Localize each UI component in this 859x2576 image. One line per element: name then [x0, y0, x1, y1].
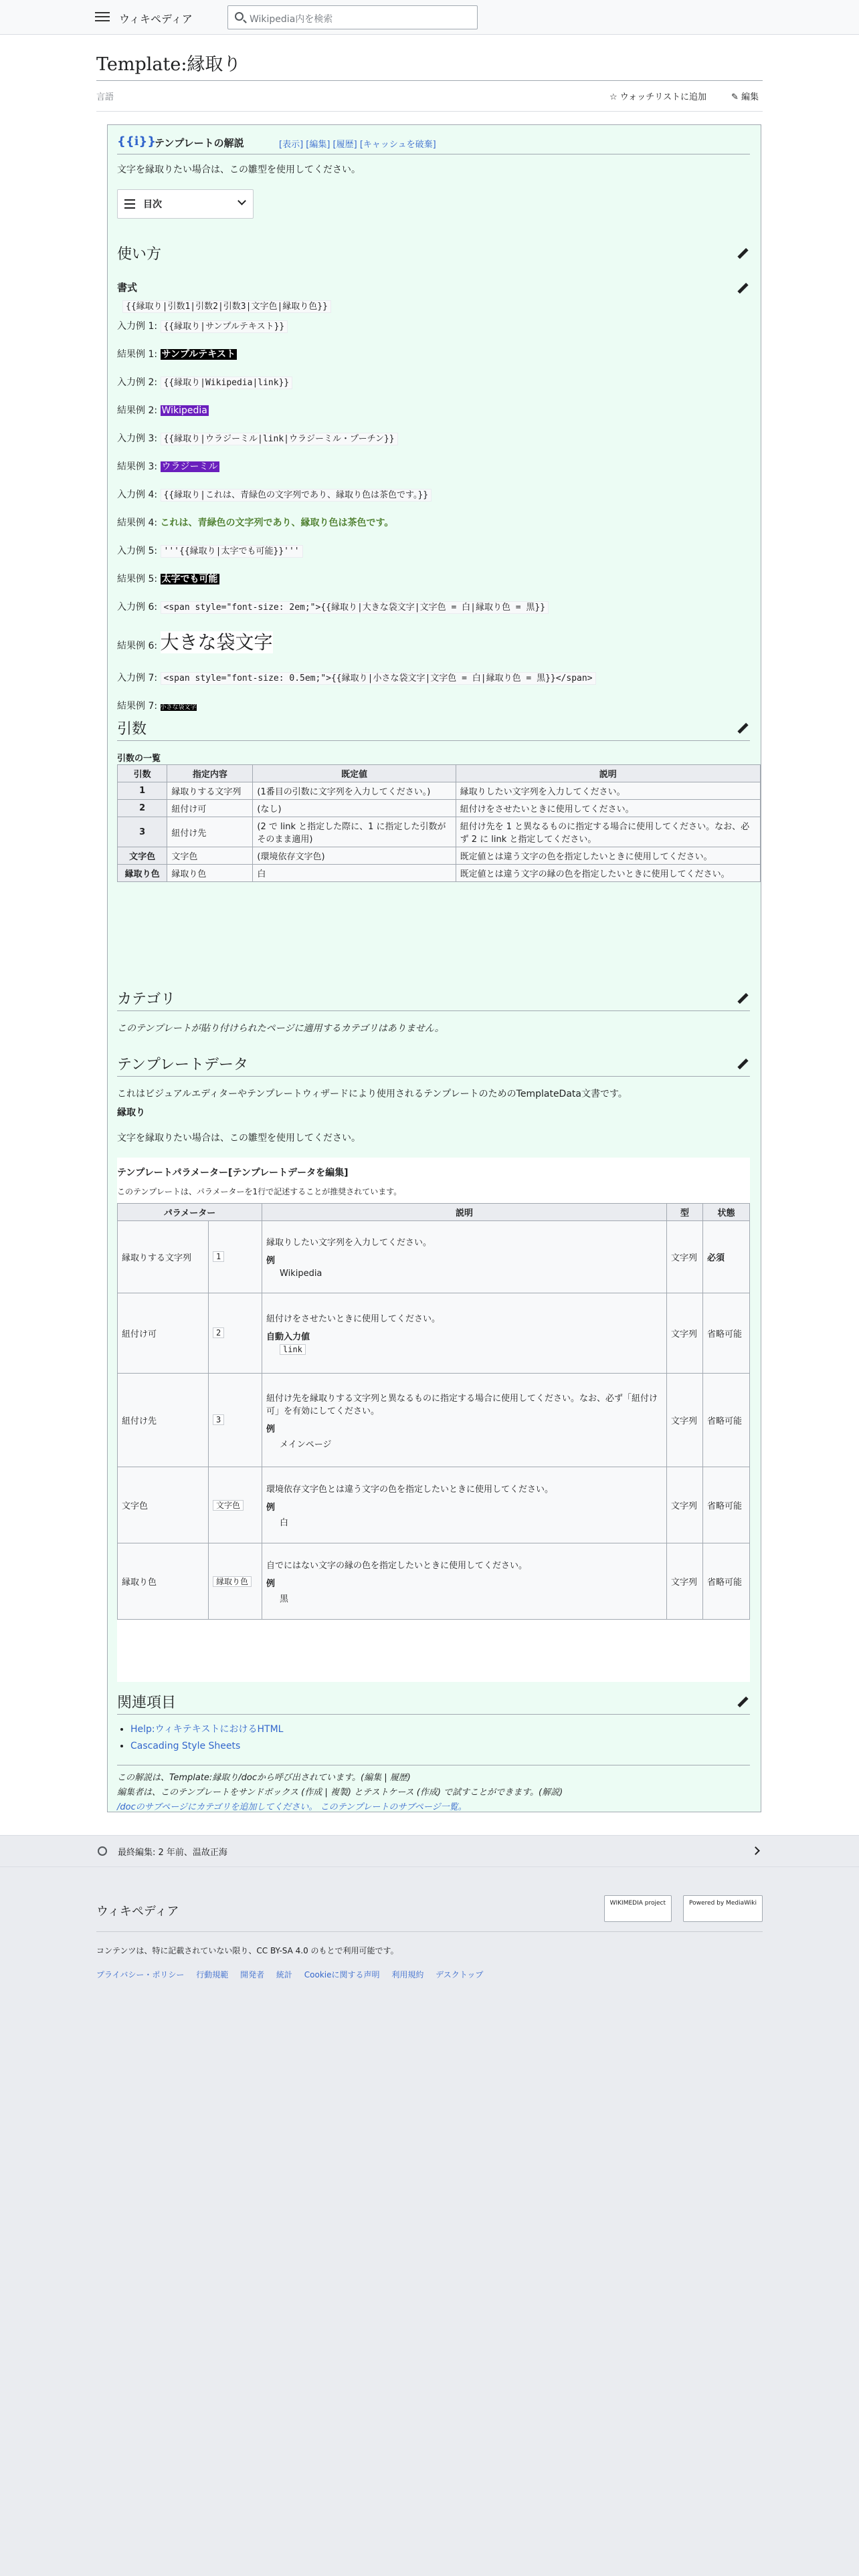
param-sub-label: 例 [266, 1256, 276, 1266]
result-text: 大きな袋文字 [160, 631, 273, 653]
param-sub-value: link [280, 1344, 306, 1355]
footer-divider [96, 1931, 763, 1932]
edit-section-icon[interactable] [737, 283, 749, 295]
edit-section-icon[interactable] [737, 1059, 749, 1071]
templatedata-heading: テンプレートデータ [117, 1057, 249, 1073]
input-code: <span style="font-size: 0.5em;">{{縁取り|小さな袋文字|文字色 = 白|縁取り色 = 黒}}</span> [161, 672, 596, 685]
search-placeholder: Wikipedia内を検索 [250, 14, 333, 25]
list-item [130, 1722, 283, 1735]
table-row [118, 847, 761, 865]
param-sub-label: 例 [266, 1424, 276, 1434]
param-sub-value: 黒 [280, 1594, 289, 1604]
param-type: 文字列 [667, 1221, 703, 1293]
result-label: 結果例 4: [117, 518, 158, 528]
result-label: 結果例 7: [117, 701, 158, 712]
input-label: 入力例 2: [117, 377, 158, 388]
table-row [118, 817, 761, 847]
footer-link[interactable]: デスクトップ [436, 1970, 484, 1979]
doc-header [117, 134, 750, 154]
wikimedia-badge[interactable]: WIKIMEDIA project [604, 1895, 672, 1922]
footer-link[interactable]: 利用規約 [391, 1970, 424, 1979]
doc-heading-links[interactable]: [表示] [編集] [履歴] [キャッシュを破棄] [279, 140, 436, 150]
table-row [118, 1467, 750, 1543]
format-heading: 書式 [117, 282, 138, 294]
doc-footer [117, 1765, 750, 1815]
info-icon: {{ℹ}} [117, 134, 157, 148]
input-label: 入力例 4: [117, 490, 158, 500]
result-link[interactable]: Wikipedia [161, 405, 207, 416]
result-link[interactable]: ウラジーミル [161, 461, 218, 472]
result-text: 太字でも可能 [161, 574, 218, 584]
templatedata-table [117, 1203, 750, 1620]
col-header[interactable]: 説明 [262, 1204, 667, 1221]
cell: 紐付け先を 1 と異なるものに指定する場合に使用してください。なお、必ず 2 に link と指定してください。 [456, 817, 760, 847]
col-header[interactable]: 状態 [703, 1204, 750, 1221]
param-key: 2 [213, 1327, 224, 1338]
param-status: 省略可能 [703, 1374, 750, 1467]
param-status: 必須 [703, 1221, 750, 1293]
result-text: これは、青緑色の文字列であり、縁取り色は茶色です。 [160, 518, 394, 528]
table-row [118, 782, 761, 800]
clock-icon [98, 1846, 107, 1856]
section-divider [117, 740, 750, 741]
watchlist-button[interactable]: ☆ ウォッチリストに追加 [609, 92, 706, 102]
related-link[interactable]: Cascading Style Sheets [130, 1741, 241, 1751]
param-type: 文字列 [667, 1374, 703, 1467]
input-code: {{縁取り|サンプルテキスト}} [161, 320, 288, 333]
param-name: 文字色 [118, 1467, 209, 1543]
related-link[interactable]: Help:ウィキテキストにおけるHTML [130, 1724, 284, 1735]
param-sub-value: メインページ [280, 1439, 332, 1450]
cell: (1番目の引数に文字列を入力してください。) [253, 782, 456, 800]
param-desc: 環境依存文字色とは違う文字の色を指定したいときに使用してください。 [266, 1485, 554, 1495]
example-input-6 [117, 600, 549, 613]
param-desc: 紐付け先を縁取りする文字列と異なるものに指定する場合に使用してください。なお、必ず「紐付け可」を有効にしてください。 [266, 1393, 658, 1416]
input-code: {{縁取り|Wikipedia|link}} [161, 377, 293, 389]
table-row [118, 1221, 750, 1293]
param-sub-value: 白 [280, 1518, 289, 1528]
example-input-7 [117, 671, 596, 684]
td-params-title: テンプレートパラメーター[テンプレートデータを編集] [117, 1168, 349, 1178]
input-label: 入力例 7: [117, 673, 158, 683]
cell: 白 [253, 865, 456, 882]
section-divider [117, 1714, 750, 1715]
templatedata-box [117, 1158, 750, 1682]
templatedata-name: 縁取り [117, 1107, 145, 1118]
mediawiki-badge[interactable]: Powered by MediaWiki [683, 1895, 763, 1922]
result-text: 小さな袋文字 [160, 704, 197, 711]
footer-link[interactable]: Cookieに関する声明 [304, 1970, 380, 1979]
edit-section-icon[interactable] [737, 723, 749, 735]
example-input-1 [117, 319, 288, 332]
watchlist-label: ウォッチリストに追加 [619, 92, 706, 102]
args-table [117, 764, 761, 882]
search-icon [235, 12, 244, 21]
example-result-1 [117, 347, 237, 360]
cell: 縁取りしたい文字列を入力してください。 [456, 782, 760, 800]
result-label: 結果例 3: [117, 461, 158, 472]
cell: (なし) [253, 800, 456, 817]
list-icon [124, 199, 135, 211]
table-row [118, 800, 761, 817]
documentation-box [107, 124, 761, 1812]
cell: 3 [118, 817, 167, 847]
section-divider [117, 1010, 750, 1011]
table-row [118, 1543, 750, 1620]
cell: 文字色 [167, 847, 253, 865]
page-toolbar [96, 87, 763, 104]
doc-heading: テンプレートの解説 [155, 137, 244, 149]
last-edited-text: 最終編集: 2 年前、温故正海 [118, 1848, 227, 1858]
result-label: 結果例 2: [117, 405, 158, 416]
param-status: 省略可能 [703, 1467, 750, 1543]
example-input-2 [117, 375, 292, 389]
cell: (2 で link と指定した際に、1 に指定した引数がそのまま適用) [253, 817, 456, 847]
example-result-3 [117, 459, 219, 473]
edit-section-icon[interactable] [737, 993, 749, 1005]
cell: 文字色 [118, 847, 167, 865]
doc-footer-line: 編集者は、このテンプレートをサンドボックス (作成 | 複製) とテストケース (作成) で試すことができます。(解説) [117, 1788, 563, 1798]
input-code: <span style="font-size: 2em;">{{縁取り|大きな袋文字|文字色 = 白|縁取り色 = 黒}} [161, 601, 549, 614]
language-button[interactable]: 言語 [96, 92, 114, 102]
footer-links [96, 1969, 492, 1980]
example-input-3 [117, 431, 398, 445]
doc-intro: 文字を縁取りたい場合は、この雛型を使用してください。 [117, 165, 361, 175]
table-row [118, 865, 761, 882]
param-key: 文字色 [213, 1500, 244, 1511]
table-row [118, 1293, 750, 1374]
param-sub-label: 例 [266, 1579, 276, 1589]
page-title: Template:縁取り [96, 54, 242, 75]
param-name: 縁取りする文字列 [118, 1221, 209, 1293]
input-label: 入力例 6: [117, 602, 158, 613]
top-bar [0, 0, 859, 35]
td-inline-note: このテンプレートは、パラメーターを1行で記述することが推奨されています。 [117, 1187, 402, 1196]
example-result-7 [117, 699, 197, 712]
menu-icon[interactable] [95, 9, 110, 24]
footer-link[interactable]: 行動規範 [196, 1970, 229, 1979]
cell: 既定値とは違う文字の色を指定したいときに使用してください。 [456, 847, 760, 865]
cell: 1 [118, 782, 167, 800]
col-header[interactable]: 型 [667, 1204, 703, 1221]
footer-link[interactable]: プライバシー・ポリシー [96, 1970, 185, 1979]
license-text: コンテンツは、特に記載されていない限り、CC BY-SA 4.0 のもとで利用可能です。 [96, 1946, 399, 1955]
edit-section-icon[interactable] [737, 1697, 749, 1709]
param-name: 紐付け先 [118, 1374, 209, 1467]
example-input-4 [117, 488, 432, 501]
related-heading: 関連項目 [117, 1695, 177, 1711]
example-input-5 [117, 544, 303, 557]
param-name: 紐付け可 [118, 1293, 209, 1374]
input-label: 入力例 5: [117, 546, 158, 556]
footer-brand: ウィキペディア [96, 1905, 179, 1919]
example-result-4 [117, 516, 393, 529]
col-header: 指定内容 [167, 765, 253, 782]
param-key: 1 [213, 1251, 224, 1262]
templatedata-desc: 文字を縁取りたい場合は、この雛型を使用してください。 [117, 1133, 361, 1144]
footer-link[interactable]: 開発者 [240, 1970, 265, 1979]
toc-button[interactable] [117, 189, 254, 219]
input-code: '''{{縁取り|太字でも可能}}''' [161, 545, 303, 558]
input-code: {{縁取り|ウラジーミル|link|ウラジーミル・プーチン}} [161, 433, 398, 445]
footer-link[interactable]: 統計 [276, 1970, 292, 1979]
list-item [130, 1741, 283, 1751]
cell: 紐付けをさせたいときに使用してください。 [456, 800, 760, 817]
param-status: 省略可能 [703, 1543, 750, 1620]
param-key: 縁取り色 [213, 1576, 252, 1587]
param-type: 文字列 [667, 1293, 703, 1374]
cell: 2 [118, 800, 167, 817]
param-name: 縁取り色 [118, 1543, 209, 1620]
param-sub-label: 自動入力値 [266, 1332, 310, 1342]
col-header: 既定値 [253, 765, 456, 782]
param-desc: 縁取りしたい文字列を入力してください。 [266, 1238, 432, 1248]
param-key: 3 [213, 1414, 224, 1425]
cell: 縁取りする文字列 [167, 782, 253, 800]
section-divider [117, 1076, 750, 1077]
input-code: {{縁取り|これは、青緑色の文字列であり、縁取り色は茶色です。}} [161, 489, 432, 502]
chevron-right-icon [751, 1846, 760, 1855]
example-result-2 [117, 403, 209, 417]
result-label: 結果例 1: [117, 349, 158, 360]
category-note: このテンプレートが貼り付けられたページに適用するカテゴリはありません。 [117, 1023, 444, 1034]
cell: (環境依存文字色) [253, 847, 456, 865]
cell: 既定値とは違う文字の縁の色を指定したいときに使用してください。 [456, 865, 760, 882]
param-desc: 自でにはない文字の縁の色を指定したいときに使用してください。 [266, 1561, 528, 1571]
result-text: サンプルテキスト [161, 349, 235, 360]
param-type: 文字列 [667, 1467, 703, 1543]
col-header[interactable]: パラメーター [118, 1204, 262, 1221]
input-label: 入力例 3: [117, 433, 158, 444]
last-edited-bar[interactable] [0, 1835, 859, 1867]
site-logo[interactable]: ウィキペディア [119, 13, 193, 25]
example-result-6 [117, 628, 273, 655]
toc-label: 目次 [143, 199, 162, 210]
cell: 紐付け先 [167, 817, 253, 847]
col-header: 引数 [118, 765, 167, 782]
templatedata-para: これはビジュアルエディターやテンプレートウィザードにより使用されるテンプレートのためのTemplateData文書です。 [117, 1089, 628, 1099]
param-desc: 紐付けをさせたいときに使用してください。 [266, 1314, 441, 1324]
doc-footer-line[interactable]: /docのサブページにカテゴリを追加してください。 このテンプレートのサブページ一覧。 [117, 1802, 467, 1812]
result-label: 結果例 6: [117, 641, 158, 651]
cell: 紐付け可 [167, 800, 253, 817]
table-row [118, 1374, 750, 1467]
param-type: 文字列 [667, 1543, 703, 1620]
toolbar-divider [96, 111, 763, 112]
edit-button[interactable]: ✎ 編集 [731, 92, 759, 102]
args-heading: 引数 [117, 721, 147, 738]
input-label: 入力例 1: [117, 321, 158, 332]
usage-heading: 使い方 [117, 246, 162, 263]
format-code-row [122, 299, 331, 312]
edit-label: 編集 [741, 92, 759, 102]
edit-section-icon[interactable] [737, 248, 749, 260]
page-body [0, 35, 859, 1835]
args-list-title: 引数の一覧 [117, 754, 161, 764]
chevron-down-icon [237, 197, 246, 205]
related-list [117, 1717, 283, 1757]
cell: 縁取り色 [118, 865, 167, 882]
param-sub-value: Wikipedia [280, 1269, 322, 1279]
example-result-5 [117, 572, 219, 585]
doc-footer-line: この解説は、Template:縁取り/docから呼び出されています。(編集 | 履歴) [117, 1773, 411, 1783]
search-input[interactable] [227, 5, 478, 29]
title-divider [96, 80, 763, 81]
result-label: 結果例 5: [117, 574, 158, 584]
category-heading: カテゴリ [117, 991, 176, 1008]
param-status: 省略可能 [703, 1293, 750, 1374]
param-sub-label: 例 [266, 1503, 276, 1513]
col-header: 説明 [456, 765, 760, 782]
format-code: {{縁取り|引数1|引数2|引数3|文字色|縁取り色}} [122, 300, 331, 313]
cell: 縁取り色 [167, 865, 253, 882]
